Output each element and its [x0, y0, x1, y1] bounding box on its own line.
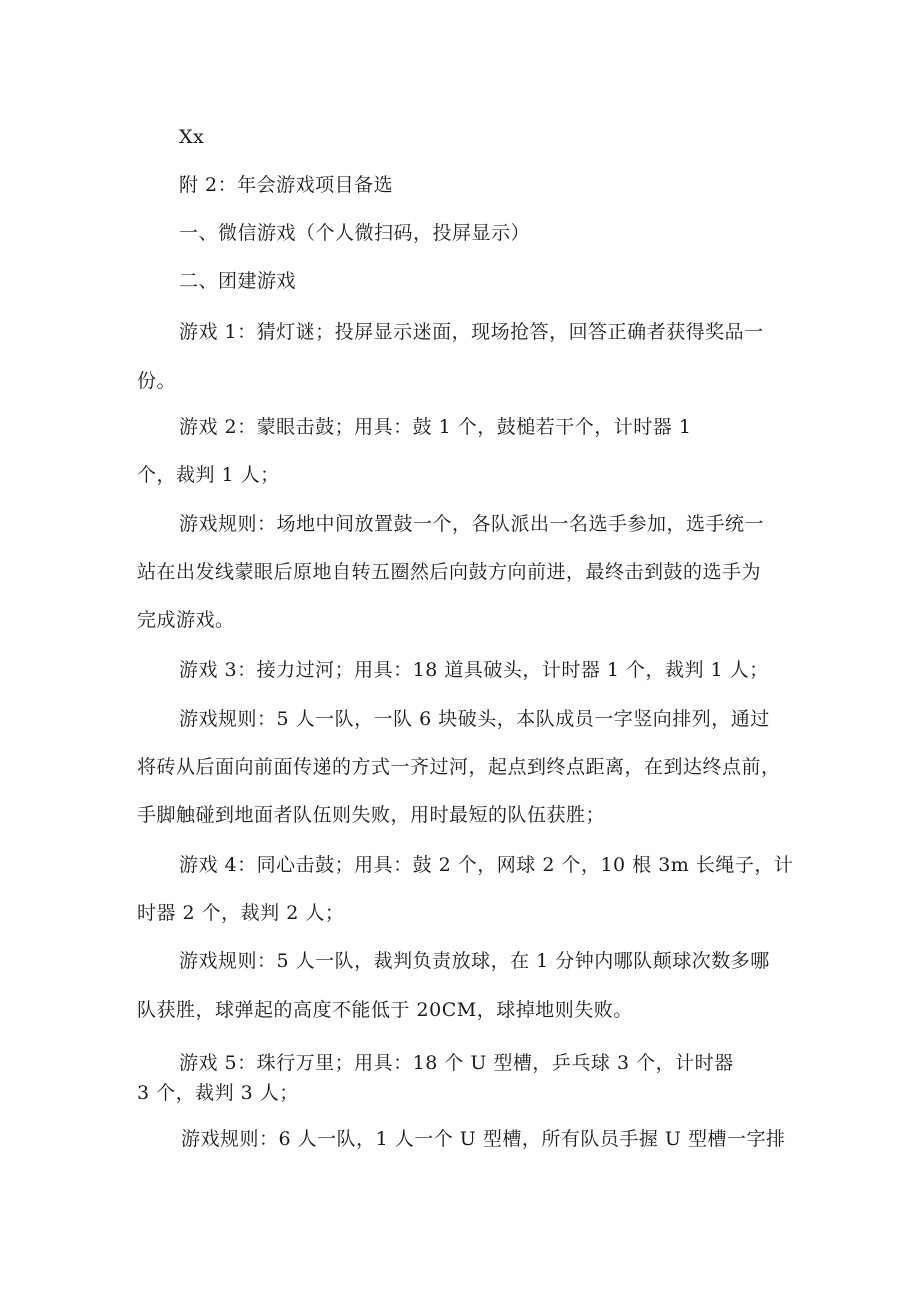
game-2-rules-line: 站在出发线蒙眼后原地自转五圈然后向鼓方向前进，最终击到鼓的选手为: [137, 561, 762, 583]
game-4-line: 游戏 4：同心击鼓；用具：鼓 2 个，网球 2 个，10 根 3m 长绳子，计: [179, 854, 794, 876]
game-2-rules-line: 游戏规则：场地中间放置鼓一个，各队派出一名选手参加，选手统一: [179, 513, 765, 535]
game-4-rules-line: 游戏规则：5 人一队，裁判负责放球，在 1 分钟内哪队颠球次数多哪: [179, 950, 770, 972]
game-4-line: 时器 2 个，裁判 2 人；: [137, 902, 345, 924]
game-2-rules-line: 完成游戏。: [137, 609, 235, 631]
game-3-rules-line: 将砖从后面向前面传递的方式一齐过河，起点到终点距离，在到达终点前，: [137, 756, 781, 778]
game-2-line: 游戏 2：蒙眼击鼓；用具：鼓 1 个，鼓槌若干个，计时器 1: [179, 416, 692, 438]
game-2-line: 个，裁判 1 人；: [137, 464, 280, 486]
section-heading-team-games: 二、团建游戏: [179, 270, 297, 292]
game-1-line: 游戏 1：猜灯谜；投屏显示迷面，现场抢答，回答正确者获得奖品一: [179, 321, 764, 343]
document-header: Xx: [179, 126, 205, 148]
game-3-rules-line: 游戏规则：5 人一队，一队 6 块破头，本队成员一字竖向排列，通过: [179, 708, 770, 730]
game-4-rules-line: 队获胜，球弹起的高度不能低于 20CM，球掉地则失败。: [137, 999, 633, 1021]
game-5-line: 游戏 5：珠行万里；用具：18 个 U 型槽，乒乓球 3 个，计时器: [179, 1052, 734, 1074]
game-5-line: 3 个，裁判 3 人；: [137, 1082, 299, 1104]
attachment-title: 附 2：年会游戏项目备选: [179, 174, 394, 196]
game-1-line: 份。: [137, 370, 177, 392]
section-heading-wechat-games: 一、微信游戏（个人微扫码，投屏显示）: [179, 222, 531, 244]
game-5-rules-line: 游戏规则：6 人一队，1 人一个 U 型槽，所有队员手握 U 型槽一字排: [181, 1128, 786, 1150]
game-3-line: 游戏 3：接力过河；用具：18 道具破头，计时器 1 个，裁判 1 人；: [179, 659, 769, 681]
game-3-rules-line: 手脚触碰到地面者队伍则失败，用时最短的队伍获胜；: [137, 804, 606, 826]
